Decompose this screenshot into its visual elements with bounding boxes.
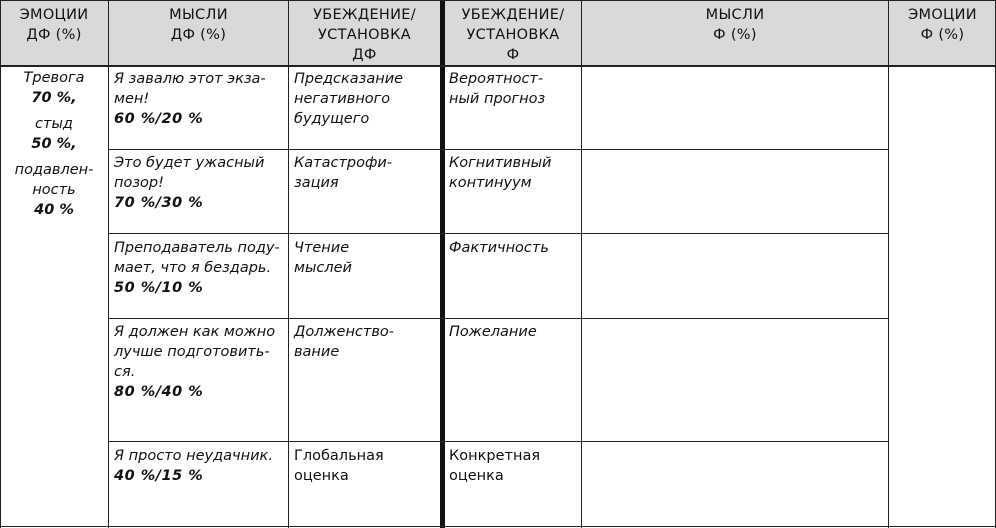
thought-percent: 70 %/30 % [114, 195, 204, 211]
belief-line: будущего [294, 111, 370, 127]
belief-line: оценка [449, 468, 504, 484]
thought-line: Я завалю этот экза- [114, 71, 266, 87]
thought-line: Я просто неудачник. [114, 448, 273, 464]
header-thoughts-df [109, 0, 288, 66]
belief-df-cell [294, 446, 438, 486]
belief-line: Пожелание [449, 324, 537, 340]
header-text: МЫСЛИ [169, 7, 228, 23]
header-emotions-df [0, 0, 108, 66]
emotion-value: 70 %, [31, 90, 77, 106]
belief-line: оценка [294, 468, 349, 484]
belief-line: Когнитивный [449, 155, 552, 171]
thought-line: Я должен как можно [114, 324, 276, 340]
thought-percent: 40 %/15 % [114, 468, 204, 484]
thought-line: мен! [114, 91, 150, 107]
thought-line: ся. [114, 364, 136, 380]
header-text: Ф [506, 47, 520, 63]
thought-df-cell [114, 322, 286, 402]
emotion-name: ность [32, 182, 76, 198]
thought-df-cell [114, 69, 286, 129]
emotions-f-cell[interactable] [889, 67, 995, 526]
grid-line [0, 0, 1, 528]
belief-f-cell [449, 238, 579, 258]
emotion-value: 40 % [34, 202, 74, 218]
belief-line: Глобальная [294, 448, 384, 464]
thought-percent: 60 %/20 % [114, 111, 204, 127]
belief-line: континуум [449, 175, 532, 191]
belief-df-cell [294, 153, 438, 193]
header-text: УБЕЖДЕНИЕ/ [461, 7, 565, 23]
belief-line: Катастрофи- [294, 155, 393, 171]
header-text: ДФ [352, 47, 377, 63]
belief-line: негативного [294, 91, 391, 107]
emotions-df-cell [6, 68, 102, 226]
emotion-name: стыд [35, 116, 73, 132]
thought-f-cell[interactable] [582, 234, 888, 318]
belief-line: зация [294, 175, 339, 191]
thought-f-cell[interactable] [582, 150, 888, 233]
grid-line [0, 0, 996, 1]
emotion-name: Тревога [23, 70, 85, 86]
header-text: Ф (%) [920, 27, 965, 43]
header-text: МЫСЛИ [705, 7, 765, 23]
belief-f-cell [449, 153, 579, 193]
header-text: УСТАНОВКА [318, 27, 411, 43]
header-text: ДФ (%) [170, 27, 227, 43]
grid-line [0, 526, 996, 527]
belief-f-cell [449, 322, 579, 342]
thick-divider [440, 0, 445, 528]
thought-df-cell [114, 153, 286, 213]
thought-percent: 50 %/10 % [114, 280, 204, 296]
thought-line: мает, что я бездарь. [114, 260, 272, 276]
thought-f-cell[interactable] [582, 319, 888, 441]
header-thoughts-f [582, 0, 888, 66]
thought-f-cell[interactable] [582, 67, 888, 149]
belief-df-cell [294, 69, 438, 129]
belief-f-cell [449, 446, 579, 486]
header-text: ЭМОЦИИ [19, 7, 89, 23]
belief-line: Предсказание [294, 71, 404, 87]
header-text: Ф (%) [713, 27, 757, 43]
emotion-name: подавлен- [14, 162, 94, 178]
grid-line [288, 0, 289, 528]
belief-line: Вероятност- [449, 71, 544, 87]
belief-f-cell [449, 69, 579, 109]
belief-line: Фактичность [449, 240, 549, 256]
thought-line: Это будет ужасный [114, 155, 265, 171]
emotion-value: 50 %, [31, 136, 77, 152]
belief-df-cell [294, 238, 438, 278]
grid-line [108, 0, 109, 528]
thought-line: позор! [114, 175, 164, 191]
belief-line: вание [294, 344, 340, 360]
belief-df-cell [294, 322, 438, 362]
thought-percent: 80 %/40 % [114, 384, 204, 400]
header-belief-f [445, 0, 581, 66]
thought-line: Преподаватель поду- [114, 240, 280, 256]
thought-df-cell [114, 238, 286, 298]
header-emotions-f [889, 0, 996, 66]
belief-line: Конкретная [449, 448, 541, 464]
belief-line: мыслей [294, 260, 352, 276]
belief-line: Чтение [294, 240, 350, 256]
header-text: ДФ (%) [26, 27, 82, 43]
header-text: УБЕЖДЕНИЕ/ [313, 7, 416, 23]
belief-line: ный прогноз [449, 91, 546, 107]
header-text: УСТАНОВКА [466, 27, 560, 43]
thought-df-cell [114, 446, 286, 486]
thought-line: лучше подготовить- [114, 344, 270, 360]
belief-line: Долженство- [294, 324, 394, 340]
header-belief-df [289, 0, 440, 66]
header-text: ЭМОЦИИ [908, 7, 977, 23]
thought-f-cell[interactable] [582, 442, 888, 526]
